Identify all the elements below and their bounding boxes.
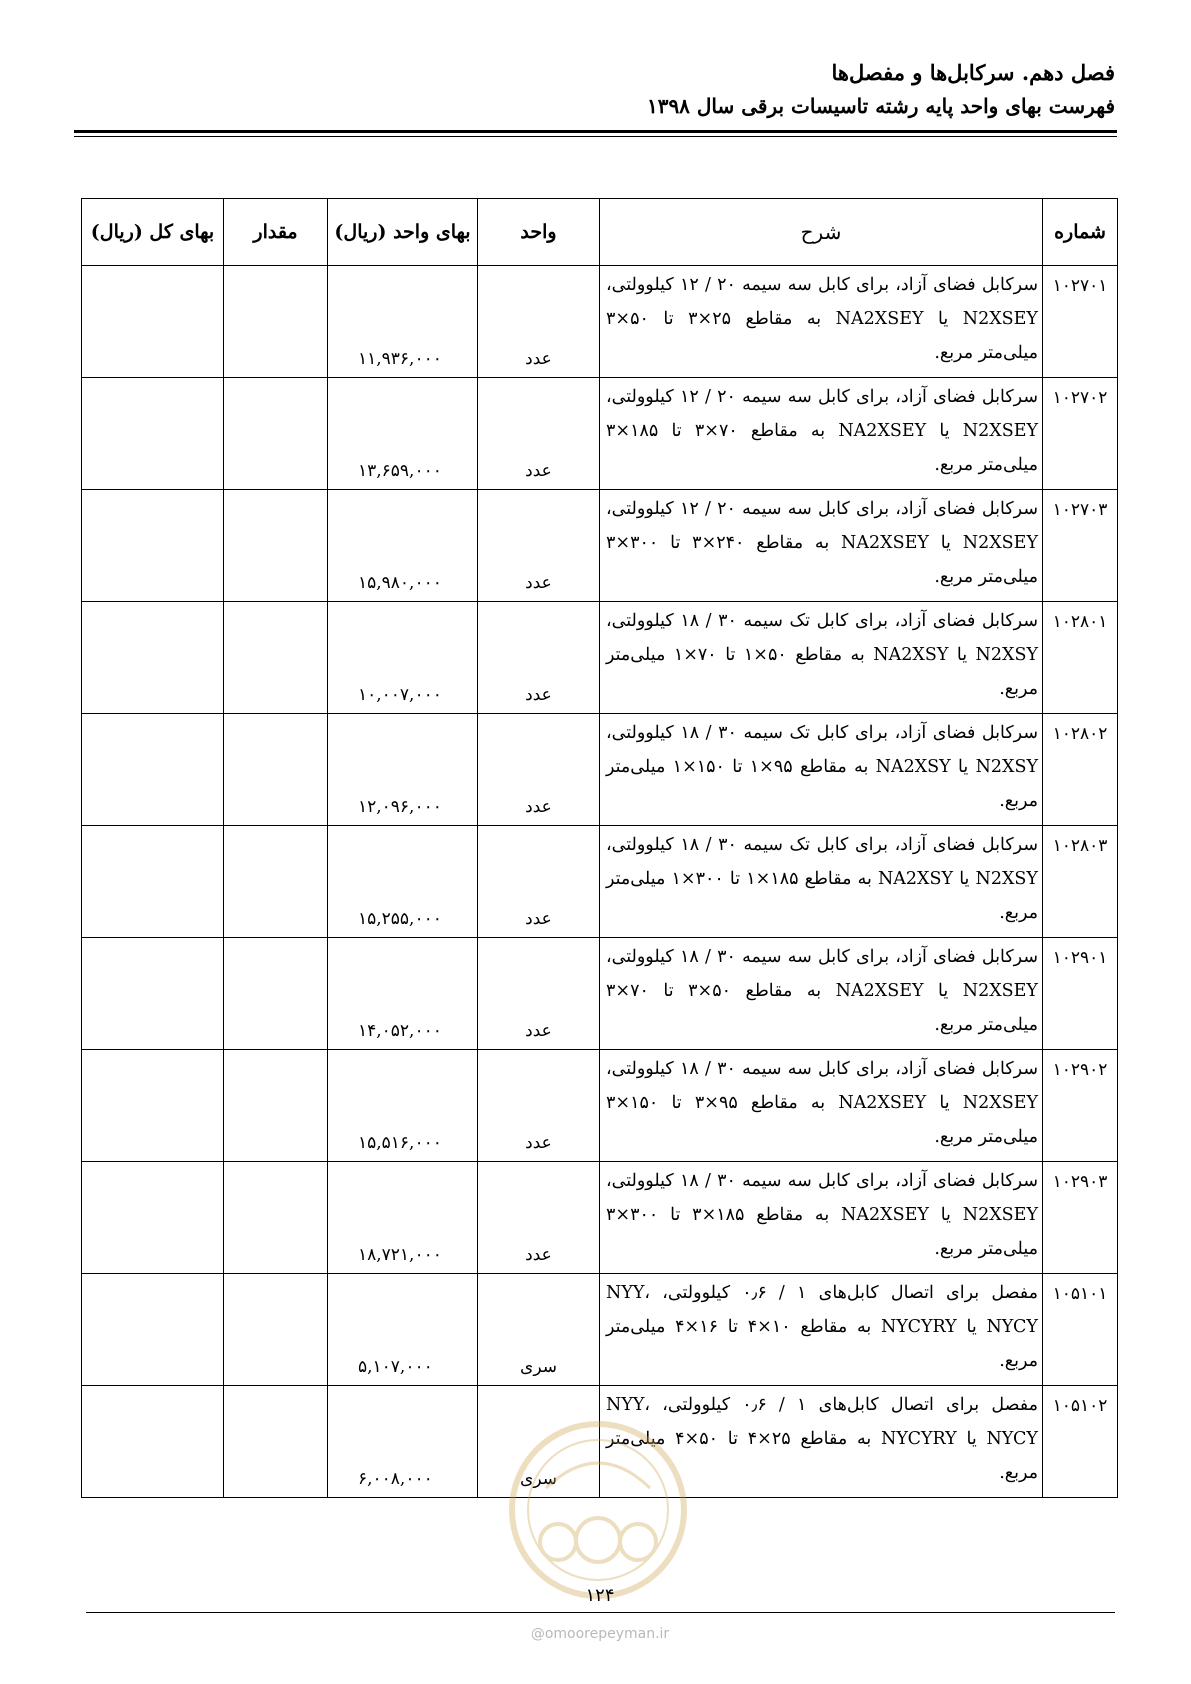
item-description: مفصل برای اتصال کابل‌های ۱ / ۰٫۶ کیلوولتی، NYY، NYCY یا NYCYRY به مقاطع ۱۰×۴ تا ۱۶×۴ میلی‌متر مربع.	[600, 1274, 1043, 1386]
item-total-price	[82, 1162, 224, 1274]
column-header-unit: واحد	[478, 199, 600, 266]
header-rule-thin	[74, 136, 1117, 137]
item-unit-price: ۱۲,۰۹۶,۰۰۰	[328, 714, 478, 826]
column-header-unit-price: بهای واحد (ریال)	[328, 199, 478, 266]
table-row	[82, 938, 1118, 1050]
table-row	[82, 1162, 1118, 1274]
item-description: مفصل برای اتصال کابل‌های ۱ / ۰٫۶ کیلوولتی، NYY، NYCY یا NYCYRY به مقاطع ۲۵×۴ تا ۵۰×۴ میلی‌متر مربع.	[600, 1386, 1043, 1498]
item-code: ۱۰۵۱۰۲	[1043, 1386, 1118, 1498]
item-code: ۱۰۲۹۰۲	[1043, 1050, 1118, 1162]
item-code: ۱۰۲۹۰۳	[1043, 1162, 1118, 1274]
item-quantity	[224, 714, 328, 826]
watermark-seal-icon	[506, 1418, 690, 1602]
item-description: سرکابل فضای آزاد، برای کابل سه سیمه ۲۰ / ۱۲ کیلوولتی، N2XSEY یا NA2XSEY به مقاطع ۷۰×۳ تا ۱۸۵×۳ میلی‌متر مربع.	[600, 378, 1043, 490]
item-unit: عدد	[478, 938, 600, 1050]
item-description: سرکابل فضای آزاد، برای کابل سه سیمه ۳۰ / ۱۸ کیلوولتی، N2XSEY یا NA2XSEY به مقاطع ۵۰×۳ تا ۷۰×۳ میلی‌متر مربع.	[600, 938, 1043, 1050]
column-header-total-price: بهای کل (ریال)	[82, 199, 224, 266]
item-unit: عدد	[478, 826, 600, 938]
item-quantity	[224, 1274, 328, 1386]
item-code: ۱۰۲۹۰۱	[1043, 938, 1118, 1050]
item-code: ۱۰۲۷۰۲	[1043, 378, 1118, 490]
column-header-code: شماره	[1043, 199, 1118, 266]
item-quantity	[224, 602, 328, 714]
footer-rule	[86, 1612, 1115, 1613]
table-row	[82, 826, 1118, 938]
item-quantity	[224, 378, 328, 490]
item-description: سرکابل فضای آزاد، برای کابل تک سیمه ۳۰ / ۱۸ کیلوولتی، N2XSY یا NA2XSY به مقاطع ۵۰×۱ تا ۷۰×۱ میلی‌متر مربع.	[600, 602, 1043, 714]
item-unit: سری	[478, 1386, 600, 1498]
item-total-price	[82, 714, 224, 826]
item-total-price	[82, 602, 224, 714]
item-code: ۱۰۲۸۰۳	[1043, 826, 1118, 938]
page-number: ۱۲۴	[585, 1585, 615, 1606]
header-rule-thick	[74, 130, 1117, 133]
item-unit: عدد	[478, 490, 600, 602]
item-total-price	[82, 378, 224, 490]
item-quantity	[224, 826, 328, 938]
item-quantity	[224, 490, 328, 602]
item-quantity	[224, 938, 328, 1050]
item-unit-price: ۱۵,۲۵۵,۰۰۰	[328, 826, 478, 938]
item-description: سرکابل فضای آزاد، برای کابل تک سیمه ۳۰ / ۱۸ کیلوولتی، N2XSY یا NA2XSY به مقاطع ۱۸۵×۱ تا ۳۰۰×۱ میلی‌متر مربع.	[600, 826, 1043, 938]
item-description: سرکابل فضای آزاد، برای کابل سه سیمه ۲۰ / ۱۲ کیلوولتی، N2XSEY یا NA2XSEY به مقاطع ۲۴۰×۳ تا ۳۰۰×۳ میلی‌متر مربع.	[600, 490, 1043, 602]
item-quantity	[224, 1386, 328, 1498]
item-description: سرکابل فضای آزاد، برای کابل سه سیمه ۳۰ / ۱۸ کیلوولتی، N2XSEY یا NA2XSEY به مقاطع ۱۸۵×۳ تا ۳۰۰×۳ میلی‌متر مربع.	[600, 1162, 1043, 1274]
item-code: ۱۰۲۷۰۱	[1043, 266, 1118, 378]
column-header-quantity: مقدار	[224, 199, 328, 266]
item-code: ۱۰۲۸۰۲	[1043, 714, 1118, 826]
item-unit: عدد	[478, 1162, 600, 1274]
item-quantity	[224, 1050, 328, 1162]
item-quantity	[224, 266, 328, 378]
page-header	[76, 58, 1115, 122]
document-subtitle: فهرست بهای واحد پایه رشته تاسیسات برقی سال ۱۳۹۸	[646, 94, 1115, 118]
chapter-title: فصل دهم. سرکابل‌ها و مفصل‌ها	[831, 60, 1115, 85]
item-unit-price: ۱۳,۶۵۹,۰۰۰	[328, 378, 478, 490]
table-row	[82, 1050, 1118, 1162]
watermark-url: @omoorepeyman.ir	[530, 1626, 670, 1642]
item-unit-price: ۱۸,۷۲۱,۰۰۰	[328, 1162, 478, 1274]
column-header-description: شرح	[600, 199, 1043, 266]
item-total-price	[82, 1386, 224, 1498]
item-code: ۱۰۲۸۰۱	[1043, 602, 1118, 714]
table-row	[82, 714, 1118, 826]
item-total-price	[82, 826, 224, 938]
item-unit-price: ۱۴,۰۵۲,۰۰۰	[328, 938, 478, 1050]
item-unit-price: ۱۵,۵۱۶,۰۰۰	[328, 1050, 478, 1162]
table-row	[82, 378, 1118, 490]
item-unit: عدد	[478, 378, 600, 490]
table-row	[82, 266, 1118, 378]
item-total-price	[82, 1274, 224, 1386]
table-row	[82, 1274, 1118, 1386]
table-row	[82, 602, 1118, 714]
item-unit: عدد	[478, 714, 600, 826]
item-description: سرکابل فضای آزاد، برای کابل سه سیمه ۳۰ / ۱۸ کیلوولتی، N2XSEY یا NA2XSEY به مقاطع ۹۵×۳ تا ۱۵۰×۳ میلی‌متر مربع.	[600, 1050, 1043, 1162]
item-unit-price: ۵,۱۰۷,۰۰۰	[328, 1274, 478, 1386]
item-unit-price: ۱۰,۰۰۷,۰۰۰	[328, 602, 478, 714]
item-total-price	[82, 490, 224, 602]
item-code: ۱۰۲۷۰۳	[1043, 490, 1118, 602]
item-unit: عدد	[478, 602, 600, 714]
item-quantity	[224, 1162, 328, 1274]
item-description: سرکابل فضای آزاد، برای کابل تک سیمه ۳۰ / ۱۸ کیلوولتی، N2XSY یا NA2XSY به مقاطع ۹۵×۱ تا ۱۵۰×۱ میلی‌متر مربع.	[600, 714, 1043, 826]
table-row	[82, 490, 1118, 602]
item-unit: سری	[478, 1274, 600, 1386]
item-unit-price: ۶,۰۰۸,۰۰۰	[328, 1386, 478, 1498]
item-code: ۱۰۵۱۰۱	[1043, 1274, 1118, 1386]
price-list-table	[81, 198, 1118, 1498]
item-unit: عدد	[478, 266, 600, 378]
item-unit-price: ۱۵,۹۸۰,۰۰۰	[328, 490, 478, 602]
table-header-row	[82, 199, 1118, 266]
item-description: سرکابل فضای آزاد، برای کابل سه سیمه ۲۰ / ۱۲ کیلوولتی، N2XSEY یا NA2XSEY به مقاطع ۲۵×۳ تا ۵۰×۳ میلی‌متر مربع.	[600, 266, 1043, 378]
item-unit-price: ۱۱,۹۳۶,۰۰۰	[328, 266, 478, 378]
item-total-price	[82, 266, 224, 378]
item-total-price	[82, 938, 224, 1050]
item-total-price	[82, 1050, 224, 1162]
item-unit: عدد	[478, 1050, 600, 1162]
